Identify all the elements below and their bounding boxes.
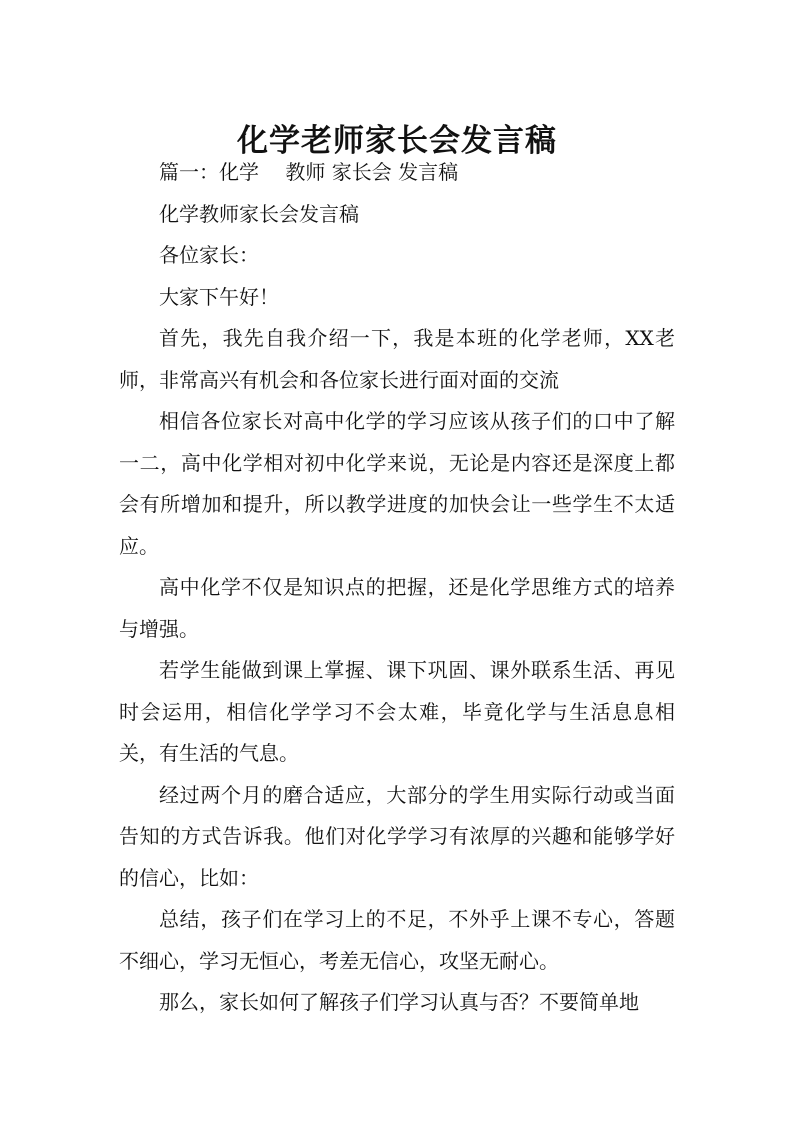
document-title: 化学老师家长会发言稿 <box>237 122 557 159</box>
document-body <box>119 152 675 1024</box>
paragraph: 相信各位家长对高中化学的学习应该从孩子们的口中了解一二，高中化学相对初中化学来说，无论是内容还是深度上都会有所增加和提升，所以教学进度的加快会让一些学生不太适应。 <box>119 409 675 558</box>
paragraph-salutation: 各位家长： <box>159 243 259 267</box>
paragraph: 首先，我先自我介绍一下，我是本班的化学老师，XX老师，非常高兴有机会和各位家长进行面对面的交流 <box>119 326 675 392</box>
paragraph: 那么，家长如何了解孩子们学习认真与否？不要简单地 <box>159 990 639 1014</box>
paragraph: 高中化学不仅是知识点的把握，还是化学思维方式的培养与增强。 <box>119 575 675 641</box>
paragraph: 经过两个月的磨合适应，大部分的学生用实际行动或当面告知的方式告诉我。他们对化学学习有浓厚的兴趣和能够学好的信心，比如： <box>119 782 675 890</box>
paragraph-subtitle: 篇一：化学 教师 家长会 发言稿 <box>159 160 459 184</box>
paragraph: 若学生能做到课上掌握、课下巩固、课外联系生活、再见时会运用，相信化学学习不会太难，毕竟化学与生活息息相关，有生活的气息。 <box>119 658 675 765</box>
paragraph-heading: 化学教师家长会发言稿 <box>159 201 359 226</box>
paragraph-greeting: 大家下午好！ <box>159 284 279 309</box>
paragraph: 总结，孩子们在学习上的不足，不外乎上课不专心，答题不细心，学习无恒心，考差无信心，攻坚无耐心。 <box>119 907 675 973</box>
